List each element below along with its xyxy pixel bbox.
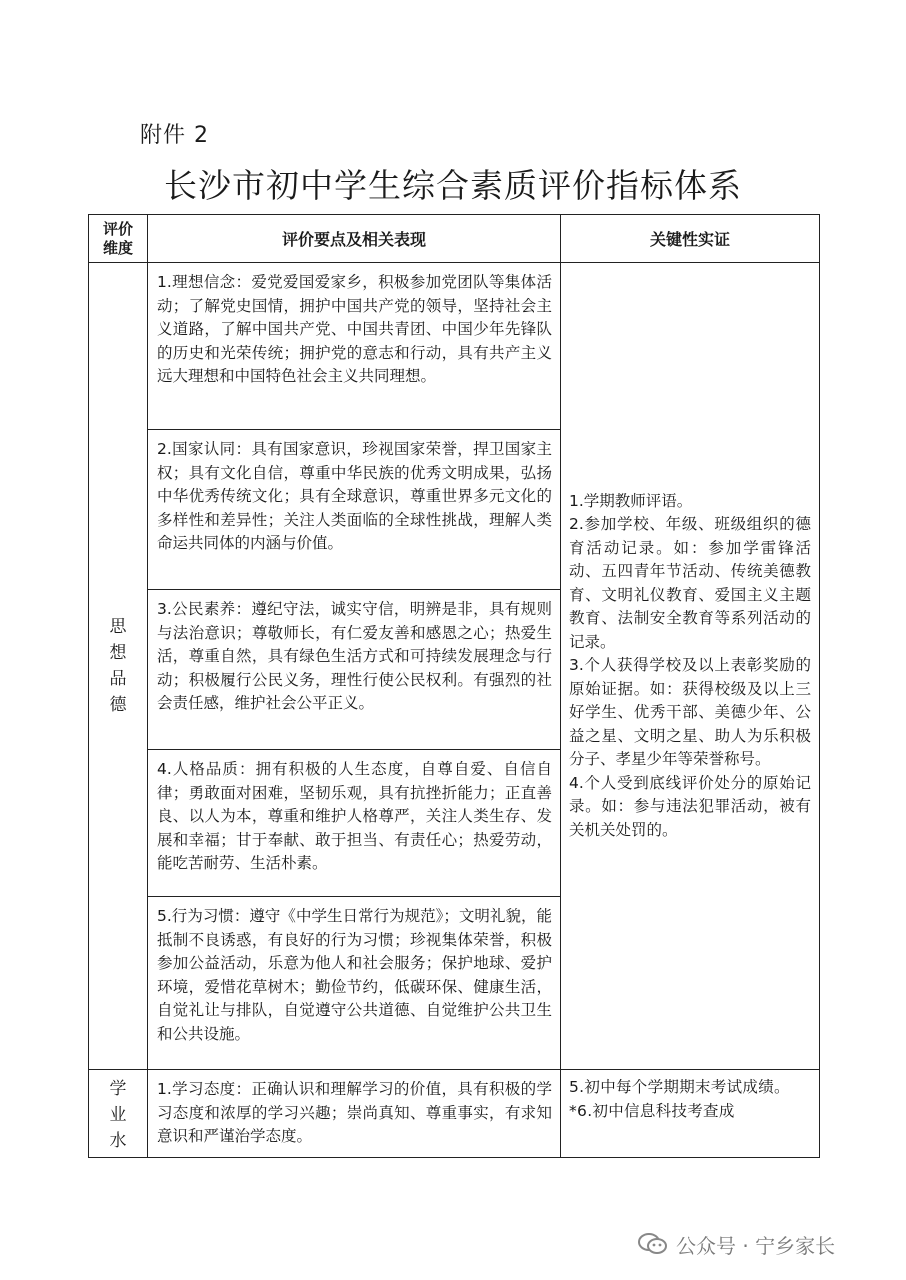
header-dimension-line: 评价 bbox=[102, 219, 133, 238]
point-civic-literacy: 3.公民素养：遵纪守法，诚实守信，明辨是非，具有规则与法治意识；尊敬师长，有仁爱友善和感恩之心；热爱生活，尊重自然，具有绿色生活方式和可持续发展理念与行动；积极履行公民义务，理性行使公民权利。有强烈的社会责任感，维护社会公平正义。 bbox=[148, 590, 561, 750]
dimension-char: 思 bbox=[109, 617, 127, 637]
evidence-cell-moral bbox=[561, 263, 820, 1070]
point-behavior-habits: 5.行为习惯：遵守《中学生日常行为规范》；文明礼貌，能抵制不良诱惑，有良好的行为习惯；珍视集体荣誉，积极参加公益活动，乐意为他人和社会服务；保护地球、爱护环境，爱惜花草树木；勤俭节约，低碳环保、健康生活，自觉礼让与排队，自觉遵守公共道德、自觉维护公共卫生和公共设施。 bbox=[148, 897, 561, 1070]
table-row bbox=[89, 263, 820, 430]
dimension-char: 德 bbox=[109, 695, 127, 715]
evidence-item: 2.参加学校、年级、班级组织的德育活动记录。如：参加学雷锋活动、五四青年节活动、传统美德教育、文明礼仪教育、爱国主义主题教育、法制安全教育等系列活动的记录。 bbox=[569, 515, 811, 651]
table-header-row bbox=[89, 215, 820, 263]
watermark bbox=[638, 1228, 835, 1260]
evidence-item: 3.个人获得学校及以上表彰奖励的原始证据。如：获得校级及以上三好学生、优秀干部、美德少年、公益之星、文明之星、助人为乐积极分子、孝星少年等荣誉称号。 bbox=[569, 656, 811, 769]
dimension-char: 水 bbox=[109, 1131, 127, 1151]
point-national-identity: 2.国家认同：具有国家意识，珍视国家荣誉，捍卫国家主权；具有文化自信，尊重中华民族的优秀文明成果，弘扬中华优秀传统文化；具有全球意识，尊重世界多元文化的多样性和差异性；关注人类面临的全球性挑战，理解人类命运共同体的内涵与价值。 bbox=[148, 430, 561, 590]
attachment-label: 附件 2 bbox=[140, 123, 209, 148]
dimension-char: 想 bbox=[109, 643, 127, 663]
dimension-char: 品 bbox=[109, 669, 127, 689]
dimension-char: 学 bbox=[109, 1079, 127, 1099]
page-title: 长沙市初中学生综合素质评价指标体系 bbox=[164, 166, 742, 205]
dimension-char: 业 bbox=[109, 1105, 127, 1125]
point-ideals: 1.理想信念：爱党爱国爱家乡，积极参加党团队等集体活动；了解党史国情，拥护中国共产党的领导，坚持社会主义道路，了解中国共产党、中国共青团、中国少年先锋队的历史和光荣传统；拥护党的意志和行动，具有共产主义远大理想和中国特色社会主义共同理想。 bbox=[148, 263, 561, 430]
header-evidence: 关键性实证 bbox=[561, 215, 820, 263]
wechat-icon bbox=[638, 1232, 668, 1256]
dimension-cell-moral bbox=[89, 263, 148, 1070]
header-dimension-line: 维度 bbox=[102, 238, 133, 257]
dimension-cell-academic bbox=[89, 1070, 148, 1158]
point-personality: 4.人格品质：拥有积极的人生态度，自尊自爱、自信自律；勇敢面对困难，坚韧乐观，具有抗挫折能力；正直善良、以人为本，尊重和维护人格尊严，关注人类生存、发展和幸福；甘于奉献、敢于担当、有责任心；热爱劳动，能吃苦耐劳、生活朴素。 bbox=[148, 750, 561, 897]
evidence-item: 1.学期教师评语。 bbox=[569, 491, 693, 510]
header-points: 评价要点及相关表现 bbox=[148, 215, 561, 263]
point-learning-attitude: 1.学习态度：正确认识和理解学习的价值，具有积极的学习态度和浓厚的学习兴趣；崇尚真知、尊重事实，有求知意识和严谨治学态度。 bbox=[148, 1070, 561, 1158]
evidence-item: *6.初中信息科技考查成 bbox=[569, 1101, 735, 1120]
watermark-text: 公众号 · 宁乡家长 bbox=[676, 1233, 836, 1258]
evaluation-table bbox=[88, 214, 820, 1158]
evidence-item: 4.个人受到底线评价处分的原始记录。如：参与违法犯罪活动，被有关机关处罚的。 bbox=[569, 773, 811, 839]
evidence-cell-academic bbox=[561, 1070, 820, 1158]
evidence-item: 5.初中每个学期期末考试成绩。 bbox=[569, 1078, 790, 1096]
header-dimension bbox=[89, 215, 148, 263]
table-row bbox=[89, 1070, 820, 1158]
